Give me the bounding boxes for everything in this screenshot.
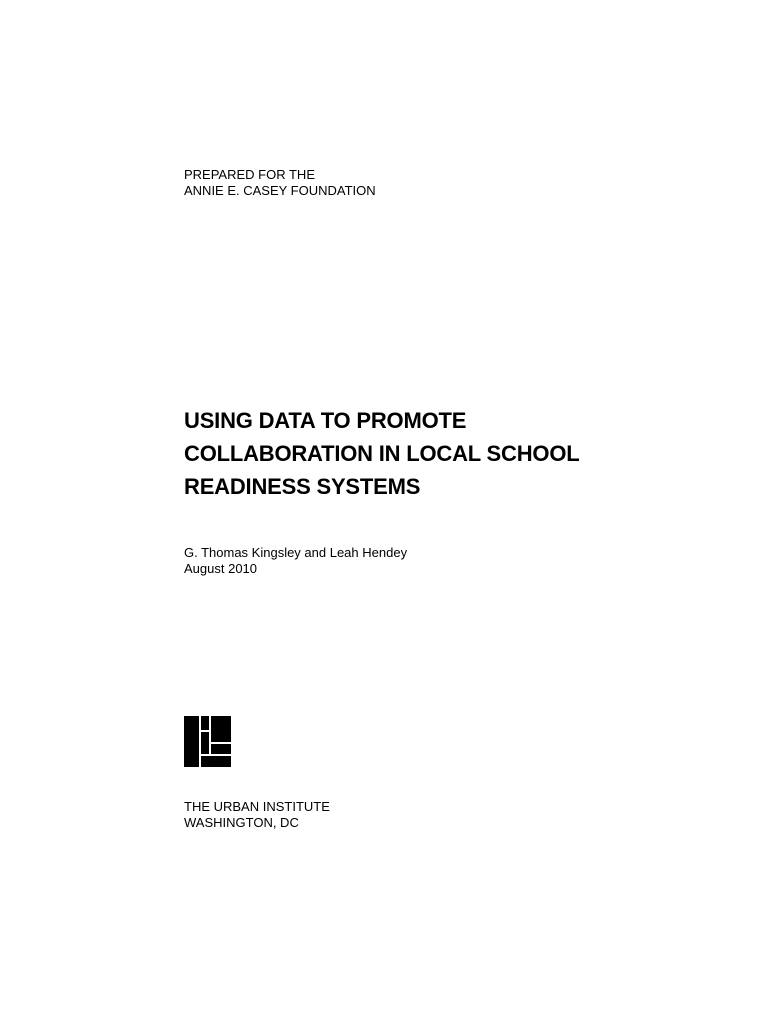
authors: G. Thomas Kingsley and Leah Hendey — [184, 545, 408, 560]
title-line-1: USING DATA TO PROMOTE — [184, 408, 467, 433]
document-title — [184, 404, 579, 503]
publisher-name: THE URBAN INSTITUTE — [184, 799, 330, 814]
publisher-location: WASHINGTON, DC — [184, 815, 299, 830]
title-line-3: READINESS SYSTEMS — [184, 474, 421, 499]
byline — [184, 545, 407, 577]
prepared-for-line-2: ANNIE E. CASEY FOUNDATION — [184, 183, 376, 198]
title-line-2: COLLABORATION IN LOCAL SCHOOL — [184, 441, 580, 466]
publication-date: August 2010 — [184, 561, 258, 576]
prepared-for — [184, 167, 376, 199]
publisher — [184, 799, 330, 831]
prepared-for-line-1: PREPARED FOR THE — [184, 167, 315, 182]
urban-institute-logo-icon — [184, 716, 231, 767]
